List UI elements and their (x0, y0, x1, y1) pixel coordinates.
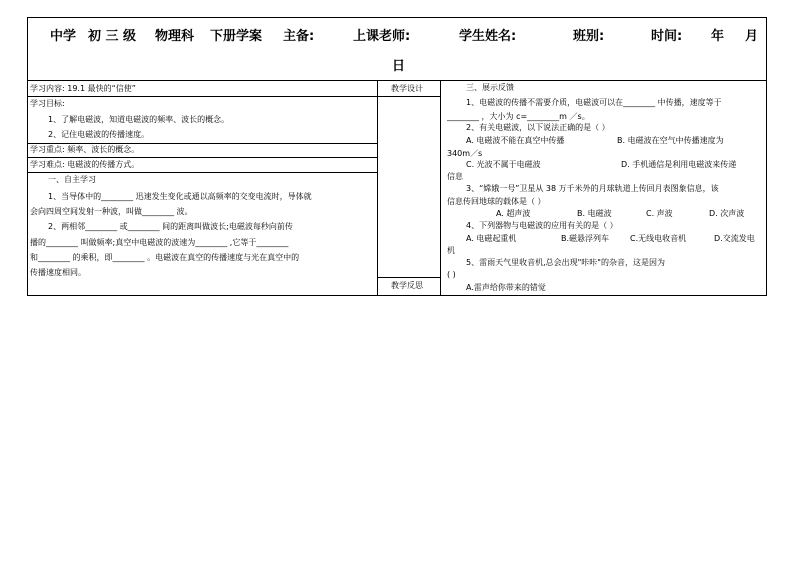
teaching-design-label: 教学设计 (391, 84, 423, 93)
header-student: 学生姓名: (459, 29, 517, 44)
learning-goals-title: 学习目标: (30, 99, 65, 108)
header-grade: 初 三 级 (88, 29, 137, 44)
feedback-q3-option-c: C. 声波 (646, 209, 673, 218)
feedback-q3-line-1: 3、“嫦娥一号”卫星从 38 万千米外的月球轨道上传回月表图象信息，该 (466, 184, 719, 193)
header-teacher: 上课老师: (353, 29, 411, 44)
header-divider (27, 80, 767, 81)
feedback-q2-option-d: D. 手机通信是利用电磁波来传递 (621, 160, 737, 169)
question-2-line-3: 和________ 的乘积，即________ 。电磁波在真空的传播速度与光在真空中的 (30, 253, 300, 262)
learning-content: 学习内容: 19.1 最快的“信使” (30, 84, 136, 93)
feedback-q3-line-2: 信息传回地球的载体是（ ） (447, 197, 546, 206)
learning-goal-2: 2、记住电磁波的传播速度。 (48, 130, 150, 139)
feedback-q2-option-c: C. 光波不属于电磁波 (466, 160, 541, 169)
feedback-q4-option-d: D.交流发电 (714, 234, 755, 243)
teaching-reflection-label: 教学反思 (391, 281, 423, 290)
column-divider-left (377, 80, 378, 296)
feedback-q2-option-b-cont: 340m／s (447, 149, 483, 158)
feedback-q2-option-a: A. 电磁波不能在真空中传播 (466, 136, 565, 145)
feedback-heading: 三、展示反馈 (466, 83, 514, 92)
question-1-line-2: 会向四周空间发射一种波，叫做________ 波。 (30, 207, 193, 216)
self-study-heading: 一、自主学习 (48, 175, 96, 184)
question-2-line-1: 2、两相邻________ 或________ 间的距离叫做波长;电磁波每秒向前传 (48, 222, 293, 231)
feedback-q5-paren: ( ) (447, 270, 456, 279)
header-class: 班别: (573, 29, 605, 44)
row-divider-content (27, 96, 377, 97)
feedback-q4-option-d-cont: 机 (447, 246, 455, 255)
middle-divider-design (377, 96, 440, 97)
learning-goal-1: 1、了解电磁波，知道电磁波的频率、波长的概念。 (48, 115, 230, 124)
feedback-q4-option-b: B.磁悬浮列车 (561, 234, 610, 243)
header-subject: 物理科 (155, 29, 195, 44)
feedback-q2: 2、有关电磁波，以下说法正确的是（ ） (466, 123, 610, 132)
header-book: 下册学案 (210, 29, 263, 44)
feedback-q4-option-c: C.无线电收音机 (630, 234, 687, 243)
feedback-q4-option-a: A. 电磁起重机 (466, 234, 517, 243)
row-divider-difficulty (27, 172, 377, 173)
feedback-q5-option-a: A.雷声给你带来的错觉 (466, 283, 546, 292)
learning-key-point: 学习重点: 频率、波长的概念。 (30, 145, 140, 154)
learning-difficulty: 学习难点: 电磁波的传播方式。 (30, 160, 140, 169)
question-1-line-1: 1、当导体中的________ 迅速发生变化或通以高频率的交变电流时，导体就 (48, 192, 312, 201)
middle-divider-reflection (377, 277, 440, 278)
question-2-line-2: 播的________ 叫做频率;真空中电磁波的波速为________ ,它等于________ (30, 238, 289, 247)
feedback-q4: 4、下列器物与电磁波的应用有关的是（ ） (466, 221, 618, 230)
header-year: 年 (711, 29, 725, 44)
header-month: 月 (745, 29, 759, 44)
question-2-line-4: 传播速度相同。 (30, 268, 86, 277)
feedback-q3-option-b: B. 电磁波 (577, 209, 612, 218)
feedback-q1-line-1: 1、电磁波的传播不需要介质，电磁波可以在________ 中传播，速度等于 (466, 98, 722, 107)
column-divider-right (440, 80, 441, 296)
feedback-q2-option-d-cont: 信息 (447, 172, 463, 181)
feedback-q2-option-b: B. 电磁波在空气中传播速度为 (617, 136, 724, 145)
feedback-q1-line-2: ________ ，大小为 c=________m ／s。 (447, 112, 590, 121)
feedback-q3-option-d: D. 次声波 (709, 209, 745, 218)
feedback-q5: 5、雷雨天气里收音机,总会出现"咔咔"的杂音，这是因为 (466, 258, 665, 267)
header-prepared-by: 主备: (283, 29, 315, 44)
row-divider-goals (27, 143, 377, 144)
header-time: 时间: (651, 29, 683, 44)
header-school: 中学 (50, 29, 77, 44)
header-day: 日 (392, 59, 406, 74)
feedback-q3-option-a: A. 超声波 (496, 209, 531, 218)
row-divider-keypoint (27, 157, 377, 158)
